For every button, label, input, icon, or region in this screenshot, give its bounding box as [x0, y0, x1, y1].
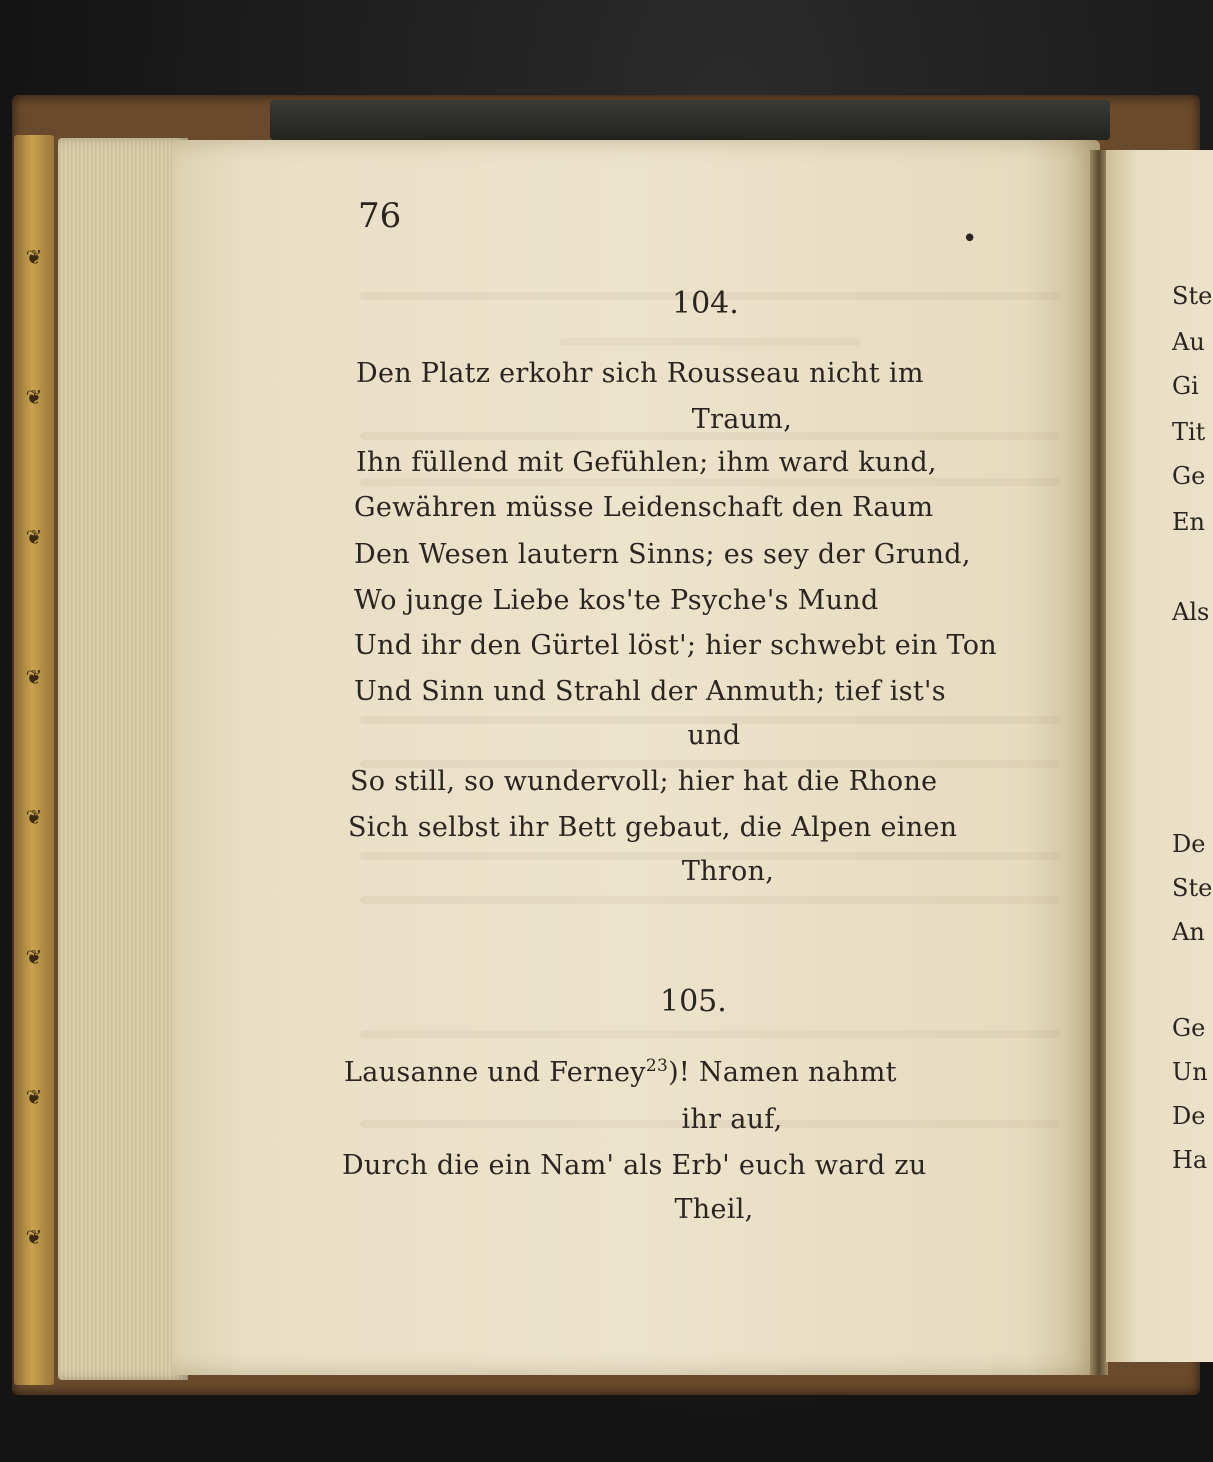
facing-text: Ge [1172, 1014, 1206, 1042]
page-edges [58, 138, 188, 1380]
bleed-through [560, 338, 860, 346]
facing-text: En [1172, 508, 1205, 536]
ornament-icon: ❦ [25, 1225, 43, 1249]
bleed-through [360, 478, 1060, 486]
verse-line: Thron, [681, 856, 775, 887]
verse-line: Sich selbst ihr Bett gebaut, die Alpen einen [348, 812, 958, 843]
facing-text: Ste [1172, 874, 1213, 902]
verse-line: Und Sinn und Strahl der Anmuth; tief ist's [354, 676, 946, 707]
facing-text: Ste [1172, 282, 1213, 310]
verse-line: und [687, 720, 741, 751]
verse-line: Ihn füllend mit Gefühlen; ihm ward kund, [356, 447, 937, 478]
verse-text: Lausanne und Ferney [344, 1057, 646, 1088]
facing-text: De [1172, 830, 1206, 858]
facing-text: Als [1172, 598, 1210, 626]
ornament-icon: ❦ [25, 525, 43, 549]
printer-mark: • [962, 224, 978, 254]
verse-line: Durch die ein Nam' als Erb' euch ward zu [342, 1150, 927, 1181]
bleed-through [360, 896, 1060, 904]
verse-line [344, 1056, 897, 1088]
stanza-number: 104. [672, 286, 739, 321]
verse-line: Gewähren müsse Leidenschaft den Raum [354, 492, 934, 523]
verse-line: Traum, [691, 404, 793, 435]
facing-text: An [1172, 918, 1205, 946]
page-number: 76 [358, 196, 402, 236]
book-spine [14, 135, 54, 1385]
facing-text: Ha [1172, 1146, 1208, 1174]
ornament-icon: ❦ [25, 945, 43, 969]
ornament-icon: ❦ [25, 665, 43, 689]
verse-line: So still, so wundervoll; hier hat die Rhone [350, 766, 938, 797]
ornament-icon: ❦ [25, 245, 43, 269]
verse-line: ihr auf, [681, 1104, 783, 1135]
stanza-number: 105. [660, 984, 727, 1019]
book-page [172, 140, 1100, 1375]
verse-line: Wo junge Liebe kos'te Psyche's Mund [354, 585, 879, 616]
verse-line: Den Wesen lautern Sinns; es sey der Grund, [354, 539, 971, 570]
ornament-icon: ❦ [25, 385, 43, 409]
cover-top-edge [270, 100, 1110, 140]
verse-line: Theil, [674, 1194, 754, 1225]
ornament-icon: ❦ [25, 1085, 43, 1109]
facing-text: Un [1172, 1058, 1208, 1086]
verse-line: Den Platz erkohr sich Rousseau nicht im [356, 358, 924, 389]
ornament-icon: ❦ [25, 805, 43, 829]
facing-text: Gi [1172, 372, 1199, 400]
verse-line: Und ihr den Gürtel löst'; hier schwebt ein Ton [354, 630, 997, 661]
facing-text: Tit [1172, 418, 1206, 446]
verse-text: )! Namen nahmt [668, 1057, 897, 1088]
facing-text: De [1172, 1102, 1206, 1130]
facing-text: Ge [1172, 462, 1206, 490]
bleed-through [360, 1030, 1060, 1038]
facing-text: Au [1172, 328, 1205, 356]
footnote-marker: 23 [645, 1056, 669, 1076]
